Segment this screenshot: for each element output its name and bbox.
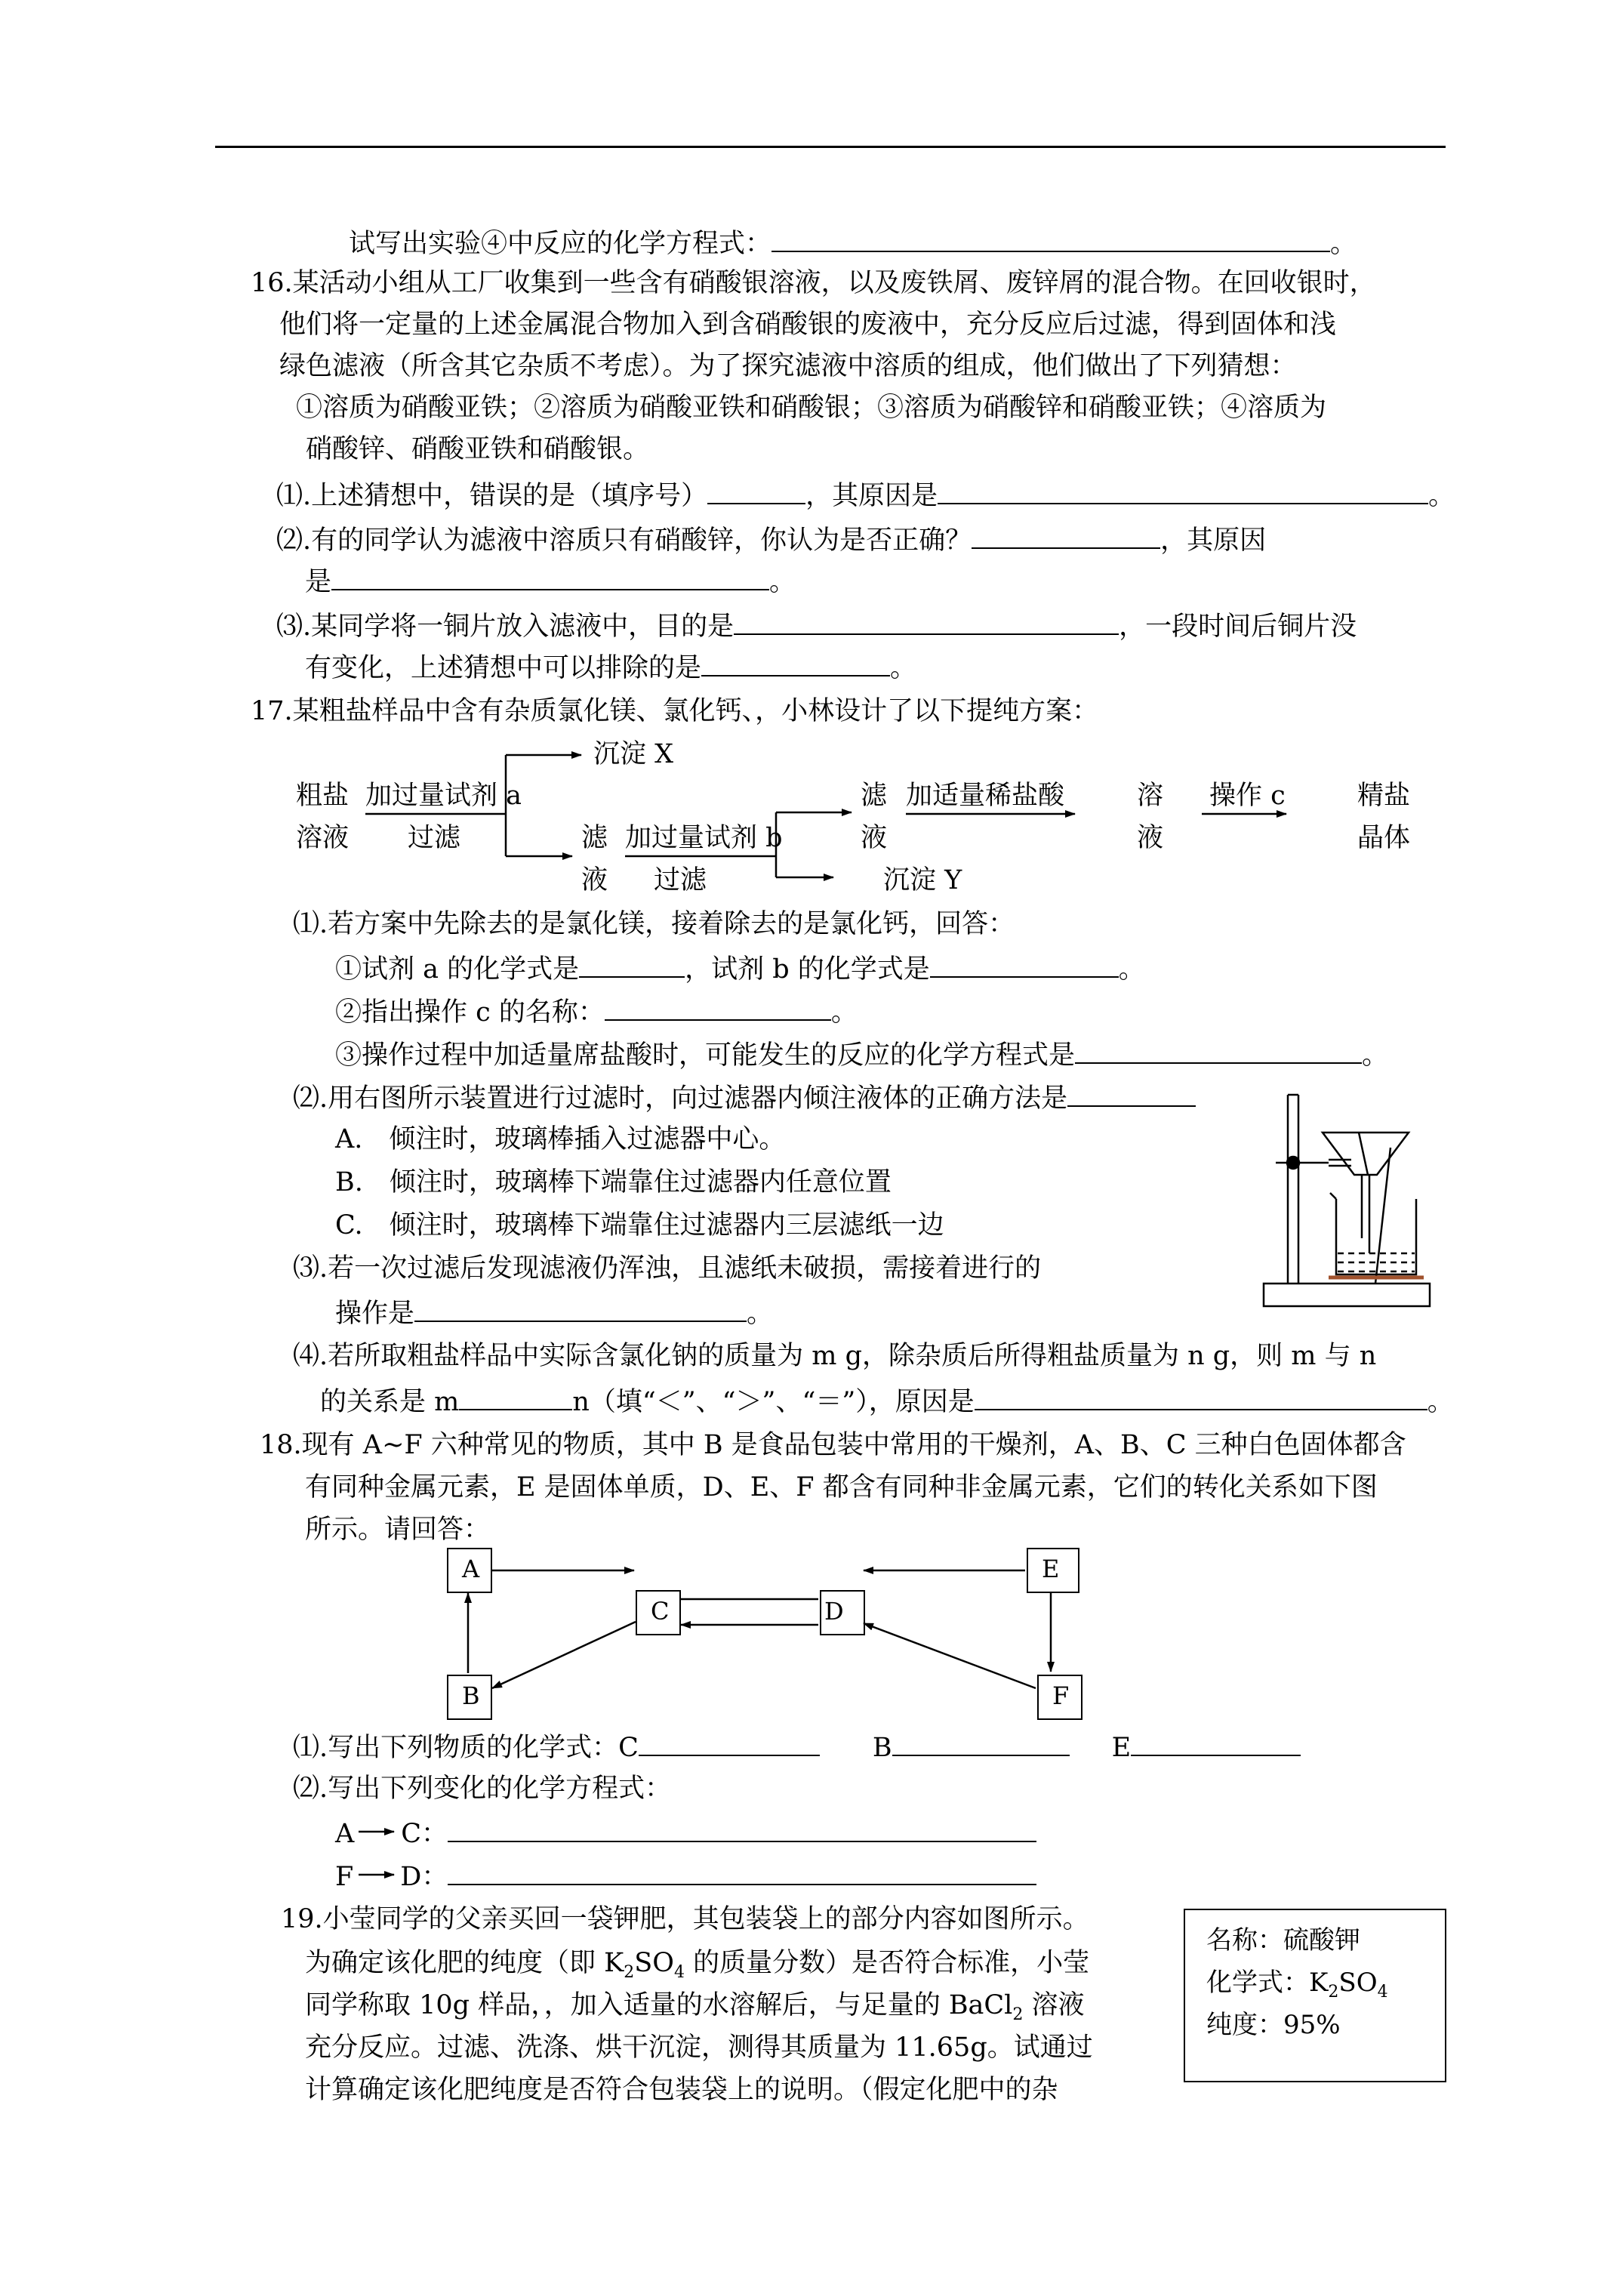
q17-line-1: 17.某粗盐样品中含有杂质氯化镁、氯化钙、，小林设计了以下提纯方案： (251, 696, 1099, 726)
q17-option-b: B. 倾注时，玻璃棒下端靠住过滤器内任意位置 (335, 1167, 892, 1197)
q19-line-3: 同学称取 10g 样品，，加入适量的水溶解后，与足量的 BaCl$_2$ 溶液 (305, 1990, 1085, 2024)
q16-line-1: 16.某活动小组从工厂收集到一些含有硝酸银溶液，以及废铁屑、废锌屑的混合物。在回收银时， (251, 268, 1376, 298)
box-c: C (636, 1590, 681, 1635)
flow-filtrate-2a: 滤 (861, 781, 888, 811)
q19-line-1: 19.小莹同学的父亲买回一袋钾肥，其包装袋上的部分内容如图所示。 (281, 1904, 1089, 1934)
flow-crude-solution: 溶液 (296, 823, 350, 853)
q15-line: 试写出实验④中反应的化学方程式： 。 (349, 223, 1357, 262)
q18-line-1: 18.现有 A~F 六种常见的物质，其中 B 是食品包装中常用的干燥剂，A、B、C 三种白色固体都含 (260, 1430, 1406, 1460)
q18-part-2: ⑵.写出下列变化的化学方程式： (293, 1774, 672, 1804)
q16-part-3-cont: 有变化，上述猜想中可以排除的是 。 (305, 648, 916, 686)
flow-solution-1: 溶 (1137, 781, 1164, 811)
flow-hcl: 加适量稀盐酸 (906, 781, 1065, 811)
box-d: D (820, 1590, 865, 1635)
q16-part-2-cont: 是 。 (305, 562, 796, 600)
box-b: B (447, 1675, 492, 1720)
q17-part-1: ⑴.若方案中先除去的是氯化镁，接着除去的是氯化钙，回答： (293, 909, 1015, 939)
flow-precipitate-x: 沉淀 X (593, 739, 674, 769)
q16-guesses-1: ①溶质为硝酸亚铁；②溶质为硝酸亚铁和硝酸银；③溶质为硝酸锌和硝酸亚铁；④溶质为 (296, 393, 1327, 423)
flow-crude-salt: 粗盐 (296, 781, 350, 811)
q17-part-1-i: ①试剂 a 的化学式是 ，试剂 b 的化学式是 。 (335, 949, 1145, 988)
flow-reagent-a: 加过量试剂 a (365, 781, 522, 811)
q16-part-1: ⑴.上述猜想中，错误的是（填序号） ，其原因是 。 (276, 476, 1455, 514)
flow-operation-c: 操作 c (1209, 781, 1286, 811)
box-e: E (1027, 1548, 1079, 1593)
label-purity: 纯度：95% (1206, 2010, 1341, 2040)
q18-eq-a-c: A C： (335, 1814, 1036, 1852)
q17-option-a: A. 倾注时，玻璃棒插入过滤器中心。 (335, 1124, 786, 1154)
q17-part-1-ii: ②指出操作 c 的名称： 。 (335, 992, 858, 1031)
q18-part-1: ⑴.写出下列物质的化学式：C B E (293, 1727, 1301, 1766)
q17-part-3: ⑶.若一次过滤后发现滤液仍浑浊，且滤纸未破损，需接着进行的 (293, 1253, 1042, 1284)
filtration-apparatus (1264, 1095, 1430, 1306)
label-formula: 化学式：$K_2SO_4$ (1206, 1968, 1388, 2002)
arrow-f-to-d (864, 1623, 1036, 1688)
flow-filter-1: 过滤 (408, 823, 461, 853)
q17-option-c: C. 倾注时，玻璃棒下端靠住过滤器内三层滤纸一边 (335, 1210, 944, 1240)
flow-precipitate-y: 沉淀 Y (883, 865, 962, 895)
flow-pure-salt: 精盐 (1357, 781, 1411, 811)
flow-filtrate-1b: 液 (581, 865, 608, 895)
flow-filtrate-1a: 滤 (581, 823, 608, 853)
q16-line-3: 绿色滤液（所含其它杂质不考虑）。为了探究滤液中溶质的组成，他们做出了下列猜想： (279, 351, 1297, 381)
q17-part-3-cont: 操作是 。 (335, 1293, 773, 1332)
q16-guesses-2: 硝酸锌、硝酸亚铁和硝酸银。 (306, 434, 650, 464)
q17-part-2: ⑵.用右图所示装置进行过滤时，向过滤器内倾注液体的正确方法是 (293, 1078, 1196, 1117)
q17-part-1-iii: ③操作过程中加适量席盐酸时，可能发生的反应的化学方程式是 。 (335, 1035, 1388, 1074)
q19-line-2: 为确定该化肥的纯度（即 $K_2SO_4$ 的质量分数）是否符合标准，小莹 (305, 1948, 1090, 1982)
q17-part-4-cont: 的关系是 m n（填“＜”、“＞”、“＝”），原因是 。 (320, 1382, 1454, 1420)
label-name: 名称：硫酸钾 (1206, 1925, 1360, 1955)
q16-line-2: 他们将一定量的上述金属混合物加入到含硝酸银的废液中，充分反应后过滤，得到固体和浅 (279, 310, 1337, 340)
q16-part-2: ⑵.有的同学认为滤液中溶质只有硝酸锌，你认为是否正确？ ，其原因 (276, 520, 1266, 559)
q16-part-3: ⑶.某同学将一铜片放入滤液中，目的是 ，一段时间后铜片没 (276, 606, 1357, 645)
flow-filtrate-2b: 液 (861, 823, 888, 853)
flow-reagent-b: 加过量试剂 b (625, 823, 783, 853)
flow-crystal: 晶体 (1357, 823, 1411, 853)
q18-eq-f-d: F D： (335, 1857, 1036, 1895)
flow-filter-2: 过滤 (654, 865, 707, 895)
box-f: F (1037, 1675, 1083, 1720)
q18-line-2: 有同种金属元素，E 是固体单质，D、E、F 都含有同种非金属元素，它们的转化关系如下图 (305, 1472, 1378, 1502)
q19-line-5: 计算确定该化肥纯度是否符合包装袋上的说明。（假定化肥中的杂 (305, 2075, 1058, 2105)
q17-part-4: ⑷.若所取粗盐样品中实际含氯化钠的质量为 m g，除杂质后所得粗盐质量为 n g，则 m 与 n (293, 1341, 1377, 1371)
flow-solution-2: 液 (1137, 823, 1164, 853)
q19-line-4: 充分反应。过滤、洗涤、烘干沉淀，测得其质量为 11.65g。试通过 (305, 2032, 1093, 2063)
box-a: A (447, 1548, 492, 1593)
arrow-c-to-b (492, 1622, 636, 1688)
q18-line-3: 所示。请回答： (305, 1515, 491, 1545)
